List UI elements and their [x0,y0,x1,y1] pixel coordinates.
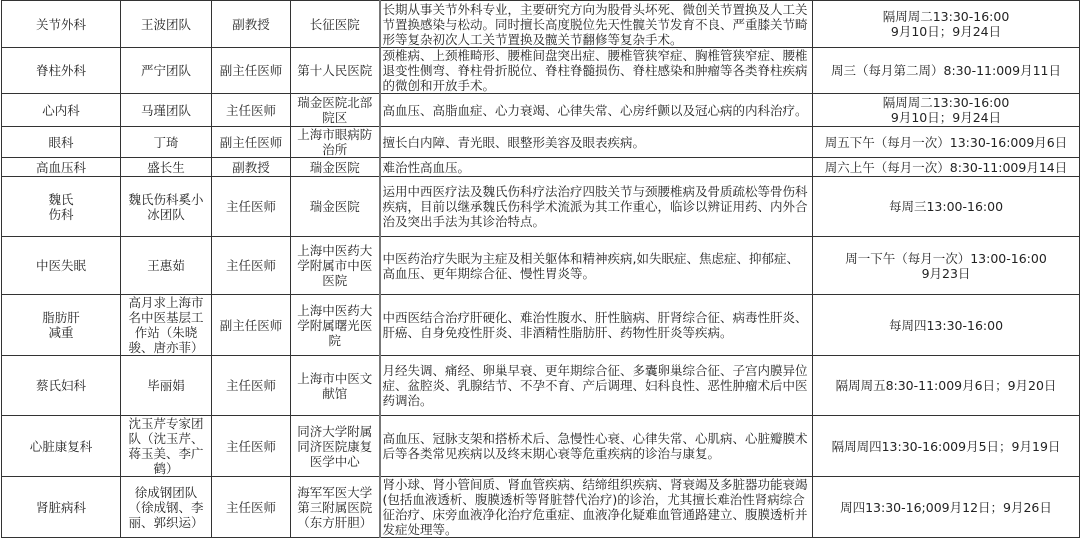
department-cell: 心脏康复科 [2,416,121,477]
title-cell: 主任医师 [212,94,291,127]
schedule-time: 隔周周二13:30-16:00 [882,9,1010,24]
title-cell: 主任医师 [212,356,291,416]
schedule-cell [813,295,1080,356]
team-cell: 马瑾团队 [121,94,212,127]
schedule-time: 周一下午（每月一次）13:00-16:00 [845,250,1047,266]
department-line: 脂肪肝 [42,310,80,325]
title-cell: 主任医师 [212,477,291,538]
title-cell: 主任医师 [212,177,291,237]
title-cell: 副主任医师 [212,48,291,94]
schedule-time: 隔周周四13:30-16:009月5日；9月19日 [831,438,1061,454]
team-cell: 王惠茹 [121,237,212,295]
table-row [2,1,1080,48]
hospital-cell: 第十人民医院 [291,48,380,94]
expertise-cell: 肾小球、肾小管间质、肾血管疾病、结缔组织疾病、肾衰竭及多脏器功能衰竭(包括血液透析、腹膜透析等肾脏替代治疗)的诊治，尤其擅长难治性肾病综合征治疗、床旁血液净化治疗危重症、血液净化疑难血管通路建立、腹膜透析并发症处理等。 [380,477,813,538]
expertise-cell: 运用中西医疗法及魏氏伤科疗法治疗四肢关节与颈腰椎病及骨质疏松等骨伤科疾病，目前以继承魏氏伤科学术流派为其工作重心，临诊以辨证用药、内外合治及突出手法为其诊治特点。 [380,177,813,237]
team-cell: 沈玉芹专家团队（沈玉芹、蒋玉美、李广鹤） [121,416,212,477]
table-row [2,48,1080,94]
expertise-cell: 颈椎病、上颈椎畸形、腰椎间盘突出症、腰椎管狭窄症、胸椎管狭窄症、腰椎退变性侧弯、脊柱骨折脱位、脊柱脊髓损伤、脊柱感染和肿瘤等各类脊柱疾病的微创和开放手术。 [380,48,813,94]
department-cell: 蔡氏妇科 [2,356,121,416]
schedule-cell [813,237,1080,295]
schedule-time: 每周四13:30-16:00 [888,317,1004,333]
schedule-cell [813,127,1080,158]
schedule-time: 周六上午（每月一次）8:30-11:009月14日 [824,159,1068,175]
title-cell: 副主任医师 [212,295,291,356]
table-row [2,158,1080,177]
team-cell: 丁琦 [121,127,212,158]
department-cell: 心内科 [2,94,121,127]
schedule-cell [813,1,1080,48]
department-line: 伤科 [48,206,74,222]
department-cell: 眼科 [2,127,121,158]
expertise-cell: 难治性高血压。 [380,158,813,177]
schedule-cell [813,356,1080,416]
schedule-dates: 9月10日；9月24日 [890,24,1002,39]
title-cell: 主任医师 [212,237,291,295]
department-line: 魏氏 [48,191,74,207]
expertise-cell: 高血压、高脂血症、心力衰竭、心律失常、心房纤颤以及冠心病的内科治疗。 [380,94,813,127]
hospital-cell: 上海市眼病防治所 [291,127,380,158]
department-cell [2,295,121,356]
schedule-time: 周五下午（每月一次）13:30-16:009月6日 [824,134,1068,150]
table-row [2,356,1080,416]
schedule-dates: 9月23日 [921,265,971,281]
hospital-cell: 上海中医药大学附属曙光医院 [291,295,380,356]
title-cell: 副主任医师 [212,127,291,158]
expert-clinic-schedule-table [1,0,1080,538]
team-cell: 高月求上海市名中医基层工作站（朱晓骏、唐亦菲） [121,295,212,356]
schedule-time: 周三（每月第二周）8:30-11:009月11日 [831,63,1061,78]
table-row [2,295,1080,356]
department-cell: 脊柱外科 [2,48,121,94]
table-row [2,477,1080,538]
team-cell: 魏氏伤科奚小冰团队 [121,177,212,237]
schedule-cell [813,177,1080,237]
table-row [2,177,1080,237]
expertise-cell: 中西医结合治疗肝硬化、难治性腹水、肝性脑病、肝肾综合征、病毒性肝炎、肝癌、自身免疫性肝炎、非酒精性脂肪肝、药物性肝炎等疾病。 [380,295,813,356]
schedule-time: 周四13:30-16;009月12日；9月26日 [840,499,1052,515]
schedule-time: 隔周周二13:30-16:00 [882,95,1010,110]
schedule-cell [813,94,1080,127]
hospital-cell: 上海中医药大学附属市中医医院 [291,237,380,295]
department-cell: 关节外科 [2,1,121,48]
table-row [2,94,1080,127]
schedule-cell [813,416,1080,477]
title-cell: 主任医师 [212,416,291,477]
department-cell: 中医失眠 [2,237,121,295]
schedule-time: 隔周周五8:30-11:009月6日；9月20日 [835,378,1057,393]
table-row [2,416,1080,477]
team-cell: 王波团队 [121,1,212,48]
hospital-cell: 瑞金医院北部院区 [291,94,380,127]
expertise-cell: 擅长白内障、青光眼、眼整形美容及眼表疾病。 [380,127,813,158]
hospital-cell: 海军军医大学第三附属医院（东方肝胆） [291,477,380,538]
schedule-cell [813,48,1080,94]
hospital-cell: 长征医院 [291,1,380,48]
team-cell: 严宁团队 [121,48,212,94]
schedule-dates: 9月10日；9月24日 [890,110,1002,125]
hospital-cell: 同济大学附属同济医院康复医学中心 [291,416,380,477]
hospital-cell: 上海市中医文献馆 [291,356,380,416]
team-cell: 徐成钢团队（徐成钢、李丽、郭织运） [121,477,212,538]
team-cell: 盛长生 [121,158,212,177]
expertise-cell: 中医药治疗失眠为主症及相关躯体和精神疾病,如失眠症、焦虑症、抑郁症、高血压、更年期综合征、慢性胃炎等。 [380,237,813,295]
department-line: 减重 [48,325,74,340]
department-cell: 肾脏病科 [2,477,121,538]
schedule-time: 每周三13:00-16:00 [888,199,1004,214]
hospital-cell: 瑞金医院 [291,158,380,177]
table-row [2,127,1080,158]
expertise-cell: 高血压、冠脉支架和搭桥术后、急慢性心衰、心律失常、心肌病、心脏瓣膜术后等各类常见疾病以及终末期心衰等危重疾病的诊治与康复。 [380,416,813,477]
title-cell: 副教授 [212,1,291,48]
hospital-cell: 瑞金医院 [291,177,380,237]
schedule-cell [813,158,1080,177]
team-cell: 毕丽娟 [121,356,212,416]
expertise-cell: 月经失调、痛经、卵巢早衰、更年期综合征、多囊卵巢综合征、子宫内膜异位症、盆腔炎、乳腺结节、不孕不育、产后调理、妇科良性、恶性肿瘤术后中医药调治。 [380,356,813,416]
department-cell [2,177,121,237]
department-cell: 高血压科 [2,158,121,177]
expertise-cell: 长期从事关节外科专业，主要研究方向为股骨头坏死、微创关节置换及人工关节置换感染与松动。同时擅长高度脱位先天性髋关节发育不良、严重膝关节畸形等复杂初次人工关节置换及髋关节翻修等复杂手术。 [380,1,813,48]
title-cell: 副教授 [212,158,291,177]
table-row [2,237,1080,295]
schedule-cell [813,477,1080,538]
